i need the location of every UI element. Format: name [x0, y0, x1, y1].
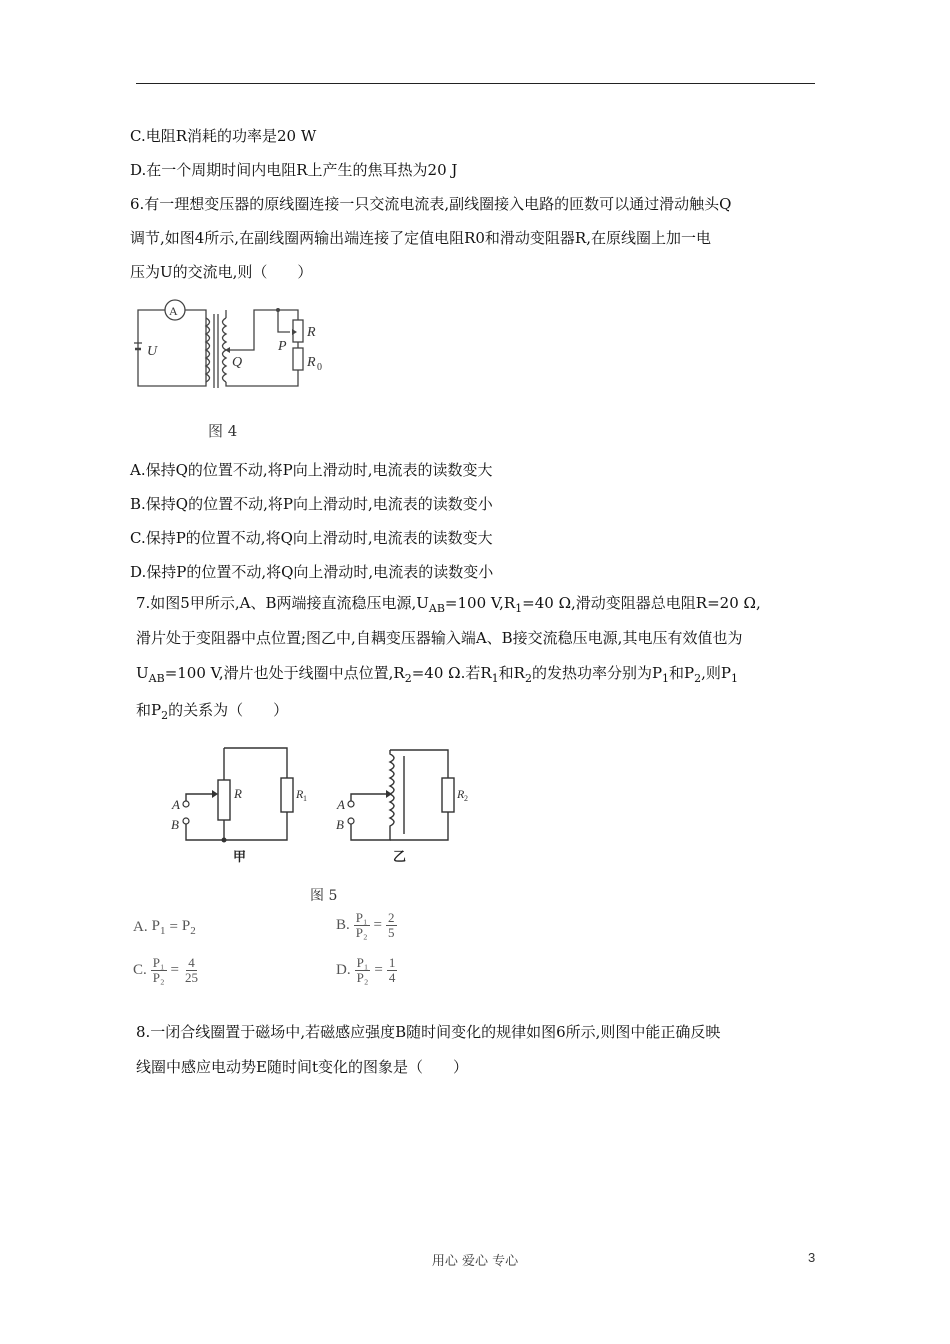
- option-5c: C.电阻R消耗的功率是20 W: [130, 127, 317, 145]
- option-6c: C.保持P的位置不动,将Q向上滑动时,电流表的读数变大: [130, 529, 493, 547]
- question-6-line3: 压为U的交流电,则（ ）: [130, 263, 313, 281]
- question-7-line2: 滑片处于变阻器中点位置;图乙中,自耦变压器输入端A、B接交流稳压电源,其电压有效值也为: [136, 629, 743, 647]
- fig5-left-b-label: B: [171, 817, 179, 832]
- figure-5-left-circuit: [165, 742, 305, 867]
- question-8-line2: 线圈中感应电动势E随时间t变化的图象是（ ）: [136, 1058, 468, 1076]
- question-6-line1: 6.有一理想变压器的原线圈连接一只交流电流表,副线圈接入电路的匝数可以通过滑动触头Q: [130, 195, 732, 213]
- fig5-left-a-label: A: [172, 797, 180, 812]
- fig5-right-r2-sub: 2: [464, 794, 468, 803]
- fig4-p-label: P: [278, 339, 287, 354]
- option-7a: A. $P_1$ = $P_2$: [133, 918, 196, 937]
- footer-text: 用心 爱心 专心: [431, 1254, 519, 1269]
- option-7d: D. $\frac{\text{P₁}}{\text{P₂}}$ = $\frac{1}{4}$: [336, 955, 396, 985]
- fig4-r0-sub: 0: [317, 362, 322, 373]
- header-rule: [136, 83, 815, 84]
- fig4-r0-label: R: [307, 355, 316, 370]
- fig5-right-a-label: A: [337, 797, 345, 812]
- fig4-r-label: R: [307, 325, 316, 340]
- question-7-line1: 7.如图5甲所示,A、B两端接直流稳压电源$,U_{AB}=100$ $V,R_1=40$ Ω,滑动变阻器总电阻R=20 Ω,: [136, 594, 761, 615]
- page-number: 3: [808, 1250, 816, 1265]
- fig5-right-name: 乙: [393, 850, 407, 865]
- fig5-left-r1-label: R: [296, 787, 304, 801]
- fig4-ammeter-label: A: [169, 304, 178, 318]
- fig5-right-r2-label: R: [457, 787, 465, 801]
- option-6d: D.保持P的位置不动,将Q向上滑动时,电流表的读数变小: [130, 563, 494, 581]
- fig5-left-r1-sub: 1: [303, 794, 307, 803]
- fig5-left-name: 甲: [233, 850, 247, 865]
- fig5-right-b-label: B: [336, 817, 344, 832]
- fig5-left-r-label: R: [234, 786, 242, 801]
- figure-5-caption: 图 5: [310, 888, 338, 904]
- question-7-line3: $U_{AB}=100$ V,滑片也处于线圈中点位置$,R_2=40$ Ω.若$R_1$和$R_2$的发热功率分别为$P_1$和$P_2$,则$P_1$: [136, 664, 738, 685]
- option-6a: A.保持Q的位置不动,将P向上滑动时,电流表的读数变大: [130, 461, 493, 479]
- option-7b: B. $\frac{\text{P₁}}{\text{P₂}}$ = $\frac{2}{5}$: [336, 910, 395, 940]
- option-7c: C. $\frac{\text{P₁}}{\text{P₂}}$ = $\frac{4}{25}$: [133, 955, 198, 985]
- figure-5-right-circuit: [330, 742, 480, 867]
- figure-4-circuit: [128, 300, 338, 395]
- question-7-line4: 和$P_2$的关系为（ ）: [136, 701, 289, 722]
- option-6b: B.保持Q的位置不动,将P向上滑动时,电流表的读数变小: [130, 495, 493, 513]
- question-8-line1: 8.一闭合线圈置于磁场中,若磁感应强度B随时间变化的规律如图6所示,则图中能正确反映: [136, 1023, 721, 1041]
- figure-4-caption: 图 4: [208, 422, 238, 440]
- fig4-u-label: U: [147, 344, 158, 359]
- fig4-q-label: Q: [232, 355, 243, 370]
- question-6-line2: 调节,如图4所示,在副线圈两输出端连接了定值电阻R0和滑动变阻器R,在原线圈上加一电: [130, 229, 711, 247]
- option-5d: D.在一个周期时间内电阻R上产生的焦耳热为20 J: [130, 161, 458, 179]
